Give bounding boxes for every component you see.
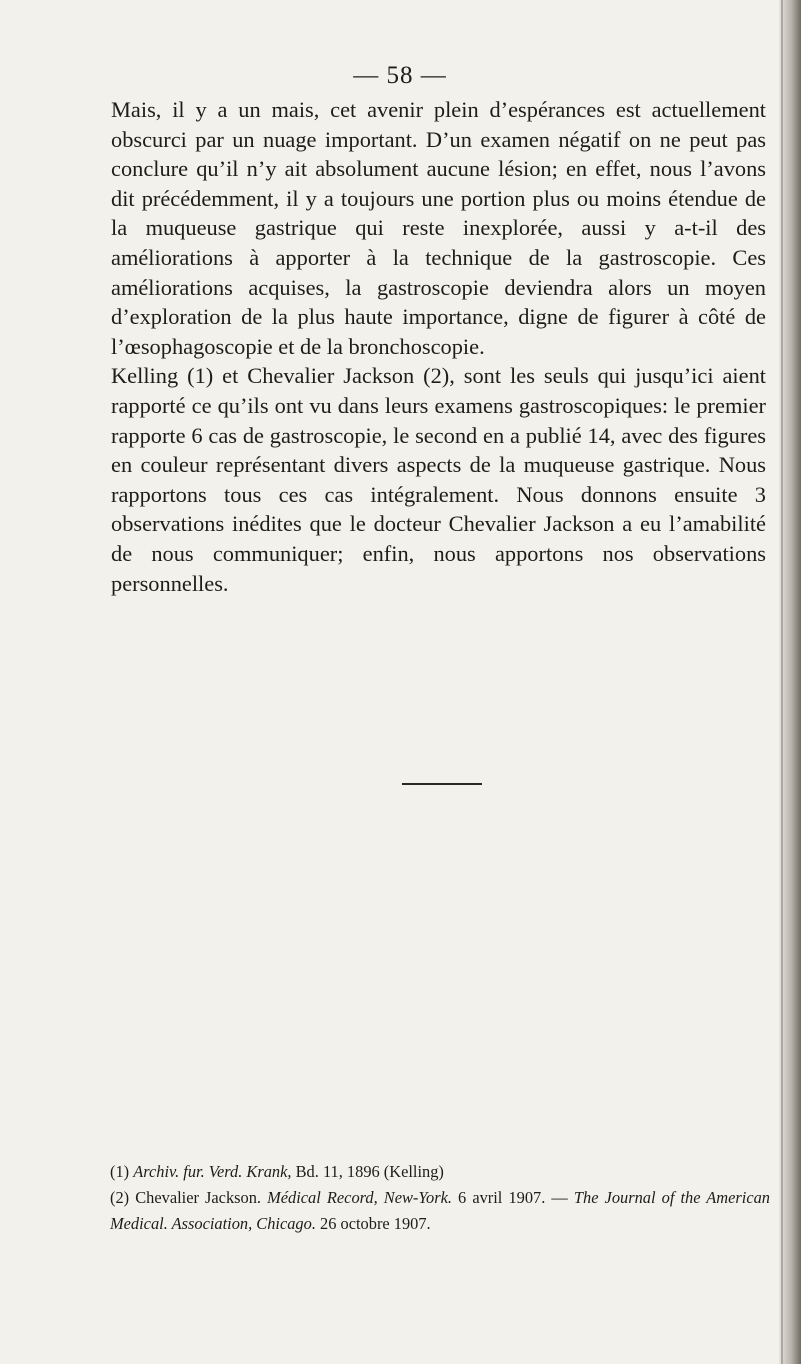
paragraph-1: Mais, il y a un mais, cet avenir plein d’espérances est actuellement obscurci par un nuage important. D’un examen négatif on ne peut pas conclure qu’il n’y ait absolument aucune lésion; en effet, nous l’avons dit précédemment, il y a toujours une portion plus ou moins étendue de la muqueuse gastrique qui reste inexplorée, aussi y a-t-il des améliorations à apporter à la technique de la gastroscopie. Ces améliorations acquises, la gastroscopie deviendra alors un moyen d’exploration de la plus haute importance, digne de figurer à côté de l’œsophagoscopie et de la bronchoscopie. xyxy=(111,97,766,359)
footnote-2-date-2: 26 octobre 1907. xyxy=(320,1214,431,1233)
footnote-1 xyxy=(110,1159,770,1185)
footnote-2 xyxy=(110,1185,770,1237)
footnote-1-journal: Archiv. fur. Verd. Krank, xyxy=(133,1162,292,1181)
footnote-2-date-1: 6 avril 1907. — xyxy=(458,1188,568,1207)
footnote-1-rest: Bd. 11, 1896 (Kelling) xyxy=(295,1162,444,1181)
footnote-1-marker: (1) xyxy=(110,1162,130,1181)
footnotes xyxy=(110,1159,770,1237)
page-edge-line xyxy=(781,0,783,1364)
footnote-2-author: Chevalier Jackson. xyxy=(135,1188,262,1207)
footnote-2-journal-2: The Journal of the American Medical. Association, Chicago. xyxy=(110,1188,770,1233)
page-number: — 58 — xyxy=(353,62,447,89)
footnote-2-marker: (2) xyxy=(110,1188,130,1207)
footnote-2-journal-1: Médical Record, New-York. xyxy=(267,1188,452,1207)
body-text xyxy=(111,95,766,598)
section-separator xyxy=(402,783,482,785)
paragraph-2: Kelling (1) et Chevalier Jackson (2), sont les seuls qui jusqu’ici aient rapporté ce qu’ils ont vu dans leurs examens gastroscopiques: le premier rapporte 6 cas de gastroscopie, le second en a publié 14, avec des figures en couleur représentant divers aspects de la muqueuse gastrique. Nous rapportons tous ces cas intégralement. Nous donnons ensuite 3 observations inédites que le docteur Chevalier Jackson a eu l’amabilité de nous communiquer; enfin, nous apportons nos observations personnelles. xyxy=(111,363,766,596)
